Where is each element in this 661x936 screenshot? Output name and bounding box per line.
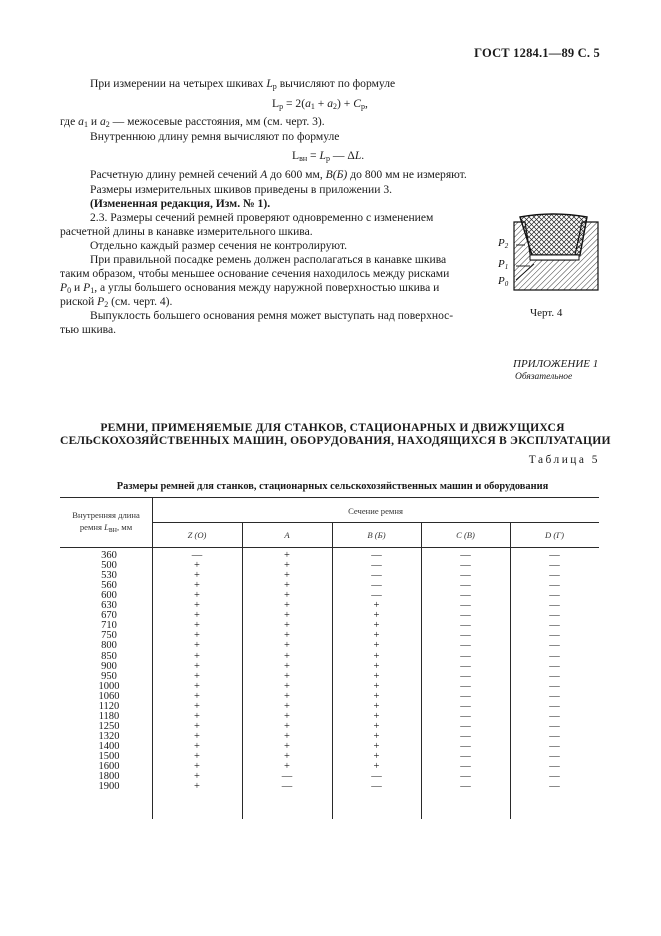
text-line-12: $P_0$ и $P_1$, а углы большего основания между наружной поверхностью шкива и [60,281,440,295]
cell-availability: + [194,710,200,722]
cell-availability: — [460,771,471,783]
cell-availability: + [194,771,200,783]
cell-availability: + [284,710,290,722]
appendix-status: Обязательное [515,372,573,382]
cell-availability: — [460,610,471,622]
cell-availability: — [549,560,560,572]
cell-availability: — [371,590,382,602]
cell-availability: — [460,630,471,642]
col-c: C (B) [456,530,475,540]
label-p1: P1 [498,258,509,271]
cell-availability: + [194,730,200,742]
cell-availability: — [549,670,560,682]
cell-availability: + [373,630,380,642]
cell-availability: — [549,660,560,672]
cell-availability: + [373,660,380,672]
col-b: B (Б) [367,530,386,540]
cell-availability: + [373,740,380,752]
cell-availability: + [284,610,290,622]
cell-availability: — [371,781,382,793]
cell-availability: — [371,771,382,783]
cell-length: 710 [101,620,117,632]
cell-availability: + [284,740,290,752]
cell-availability: + [284,650,290,662]
text-line-9: Отдельно каждый размер сечения не контролируют. [90,239,347,252]
cell-availability: — [549,700,560,712]
cell-availability: + [284,690,290,702]
cell-availability: + [284,600,290,612]
cell-availability: — [460,680,471,692]
label-p0: P0 [498,275,509,288]
cell-availability: + [194,570,200,582]
cell-availability: — [549,680,560,692]
cell-availability: + [373,700,380,712]
cell-length: 630 [101,600,117,612]
col-a: A [284,530,290,540]
cell-availability: + [284,761,290,773]
cell-availability: + [284,640,290,652]
cell-length: 530 [101,570,117,582]
cell-length: 1500 [98,751,120,762]
cell-availability: — [460,720,471,732]
text-line-13: риской $P_2$ (см. черт. 4). [60,295,173,309]
col-z: Z (O) [187,530,207,540]
cell-availability: — [460,761,471,773]
cell-availability: — [549,580,560,592]
cell-length: 360 [101,550,117,561]
text-line-4: Расчетную длину ремней сечений А до 600 мм, В(Б) до 800 мм не измеряют. [90,168,467,181]
cell-availability: — [460,640,471,652]
cell-length: 1800 [98,771,120,783]
cell-length: 1060 [98,690,120,702]
page-header: ГОСТ 1284.1—89 С. 5 [474,46,600,60]
cell-availability: + [194,580,200,592]
cell-availability: + [284,630,290,642]
cell-availability: + [194,700,200,712]
cell-availability: + [194,740,200,752]
cell-length: 1000 [98,680,120,692]
appendix-title-line-2: СЕЛЬСКОХОЗЯЙСТВЕННЫХ МАШИН, ОБОРУДОВАНИЯ, НАХОДЯЩИХСЯ В ЭКСПЛУАТАЦИИ [60,434,611,447]
cell-availability: — [460,590,471,602]
text-line-2: где $a_1$ и $a_2$ — межосевые расстояния, мм (см. черт. 3). [60,115,325,129]
cell-availability: — [281,781,293,793]
cell-availability: + [194,720,200,732]
text-line-5: Размеры измерительных шкивов приведены в приложении 3. [90,183,393,196]
cell-availability: + [284,660,290,672]
cell-availability: — [460,660,471,672]
cell-availability: — [460,710,471,722]
cell-availability: + [284,590,290,602]
cell-availability: — [549,771,560,783]
cell-availability: — [460,600,471,612]
cell-availability: + [373,761,380,773]
cell-availability: + [284,670,290,682]
head-length: Внутренняя длина ремня $L_{вн}$, мм [72,510,140,534]
cell-availability: — [549,730,560,742]
cell-availability: + [373,600,380,612]
cell-availability: + [194,751,200,762]
cell-availability: + [373,690,380,702]
cell-length: 1120 [98,700,120,712]
cell-length: 1180 [98,710,120,722]
cell-availability: + [373,650,380,662]
drawing-4 [494,212,606,302]
cell-availability: — [549,761,560,773]
cell-length: 500 [101,560,117,572]
cell-availability: — [460,650,471,662]
table-number: Таблица 5 [528,454,600,466]
cell-availability: + [194,670,200,682]
cell-availability: — [371,560,382,572]
cell-availability: + [194,650,200,662]
cell-availability: + [284,580,290,592]
belt-base [530,255,579,260]
cell-availability: — [549,650,560,662]
cell-availability: — [460,670,471,682]
cell-availability: — [549,640,560,652]
cell-availability: + [194,610,200,622]
cell-length: 560 [101,580,117,592]
cell-availability: + [284,570,290,582]
cell-length: 1600 [98,761,120,773]
cell-length: 1320 [98,730,120,742]
appendix-title-line-1: РЕМНИ, ПРИМЕНЯЕМЫЕ ДЛЯ СТАНКОВ, СТАЦИОНАРНЫХ И ДВИЖУЩИХСЯ [100,421,565,434]
cell-availability: — [460,690,471,702]
cell-availability: + [373,730,380,742]
table-title: Размеры ремней для станков, стационарных сельскохозяйственных машин и оборудования [116,481,549,492]
cell-availability: — [460,560,471,572]
cell-length: 950 [101,670,117,682]
label-p2: P2 [498,237,509,250]
cell-availability: — [460,740,471,752]
col-d: D (Г) [545,530,564,540]
cell-availability: — [549,751,560,762]
formula-1: $L_р = 2(a_1 + a_2) + C_р$, [272,97,368,111]
cell-availability: + [284,700,290,712]
cell-availability: + [284,550,290,561]
cell-availability: + [373,610,380,622]
cell-length: 1400 [98,740,120,752]
cell-availability: — [549,550,560,561]
cell-availability: + [194,640,200,652]
cell-availability: — [549,710,560,722]
cell-length: 850 [101,650,117,662]
amendment-note: (Измененная редакция, Изм. № 1). [90,197,271,210]
belt-section [520,214,587,255]
cell-availability: + [194,590,200,602]
formula-2: $L_{вн} = L_р$ — ΔL. [292,149,365,163]
belt-table [60,497,599,819]
cell-availability: — [460,700,471,712]
text-line-1: При измерении на четырех шкивах $L_р$ вычисляют по формуле [90,77,396,91]
cell-availability: — [549,570,560,582]
appendix-label: ПРИЛОЖЕНИЕ 1 [513,358,599,370]
cell-availability: — [460,781,471,793]
cell-availability: + [284,560,290,572]
cell-availability: — [549,600,560,612]
cell-availability: — [549,690,560,702]
cell-availability: — [549,781,560,793]
cell-availability: + [194,560,200,572]
text-line-10: При правильной посадке ремень должен располагаться в канавке шкива [90,253,447,266]
cell-availability: — [371,580,382,592]
cell-availability: + [194,630,200,642]
text-line-3: Внутреннюю длину ремня вычисляют по формуле [90,130,340,143]
cell-availability: — [549,630,560,642]
cell-length: 1250 [98,720,120,732]
cell-availability: + [373,620,380,632]
cell-availability: + [194,620,200,632]
cell-availability: + [284,730,290,742]
text-line-15: тью шкива. [60,323,117,336]
cell-availability: — [191,550,203,561]
cell-availability: + [194,680,200,692]
cell-availability: + [194,781,200,793]
text-line-7: 2.3. Размеры сечений ремней проверяют одновременно с изменением [90,211,434,224]
cell-availability: — [549,740,560,752]
cell-availability: + [284,680,290,692]
cell-availability: — [460,751,471,762]
cell-availability: + [194,690,200,702]
cell-availability: + [284,751,290,762]
cell-length: 800 [101,640,117,652]
cell-availability: + [373,670,380,682]
text-line-11: таким образом, чтобы меньшее основание сечения находилось между рисками [60,267,450,280]
head-section: Сечение ремня [348,506,403,516]
cell-availability: — [460,550,471,561]
cell-availability: — [549,590,560,602]
cell-length: 900 [101,660,117,672]
cell-length: 600 [101,590,117,602]
cell-availability: — [460,580,471,592]
cell-length: 1900 [98,781,120,793]
cell-availability: + [373,710,380,722]
cell-availability: + [373,720,380,732]
cell-availability: — [281,771,293,783]
text-line-8: расчетной длины в канавке измерительного шкива. [60,225,313,238]
cell-availability: + [373,640,380,652]
cell-availability: + [284,720,290,732]
cell-availability: + [194,761,200,773]
cell-availability: + [373,680,380,692]
cell-availability: — [549,610,560,622]
cell-length: 750 [101,630,117,642]
cell-availability: + [194,660,200,672]
cell-availability: — [460,620,471,632]
cell-availability: — [371,550,382,561]
cell-availability: — [460,570,471,582]
cell-length: 670 [101,610,117,622]
cell-availability: + [284,620,290,632]
cell-availability: — [371,570,382,582]
cell-availability: — [460,730,471,742]
cell-availability: — [549,720,560,732]
cell-availability: + [194,600,200,612]
figure-caption: Черт. 4 [530,307,563,319]
cell-availability: + [373,751,380,762]
cell-availability: — [549,620,560,632]
text-line-14: Выпуклость большего основания ремня может выступать над поверхнос- [90,309,454,322]
